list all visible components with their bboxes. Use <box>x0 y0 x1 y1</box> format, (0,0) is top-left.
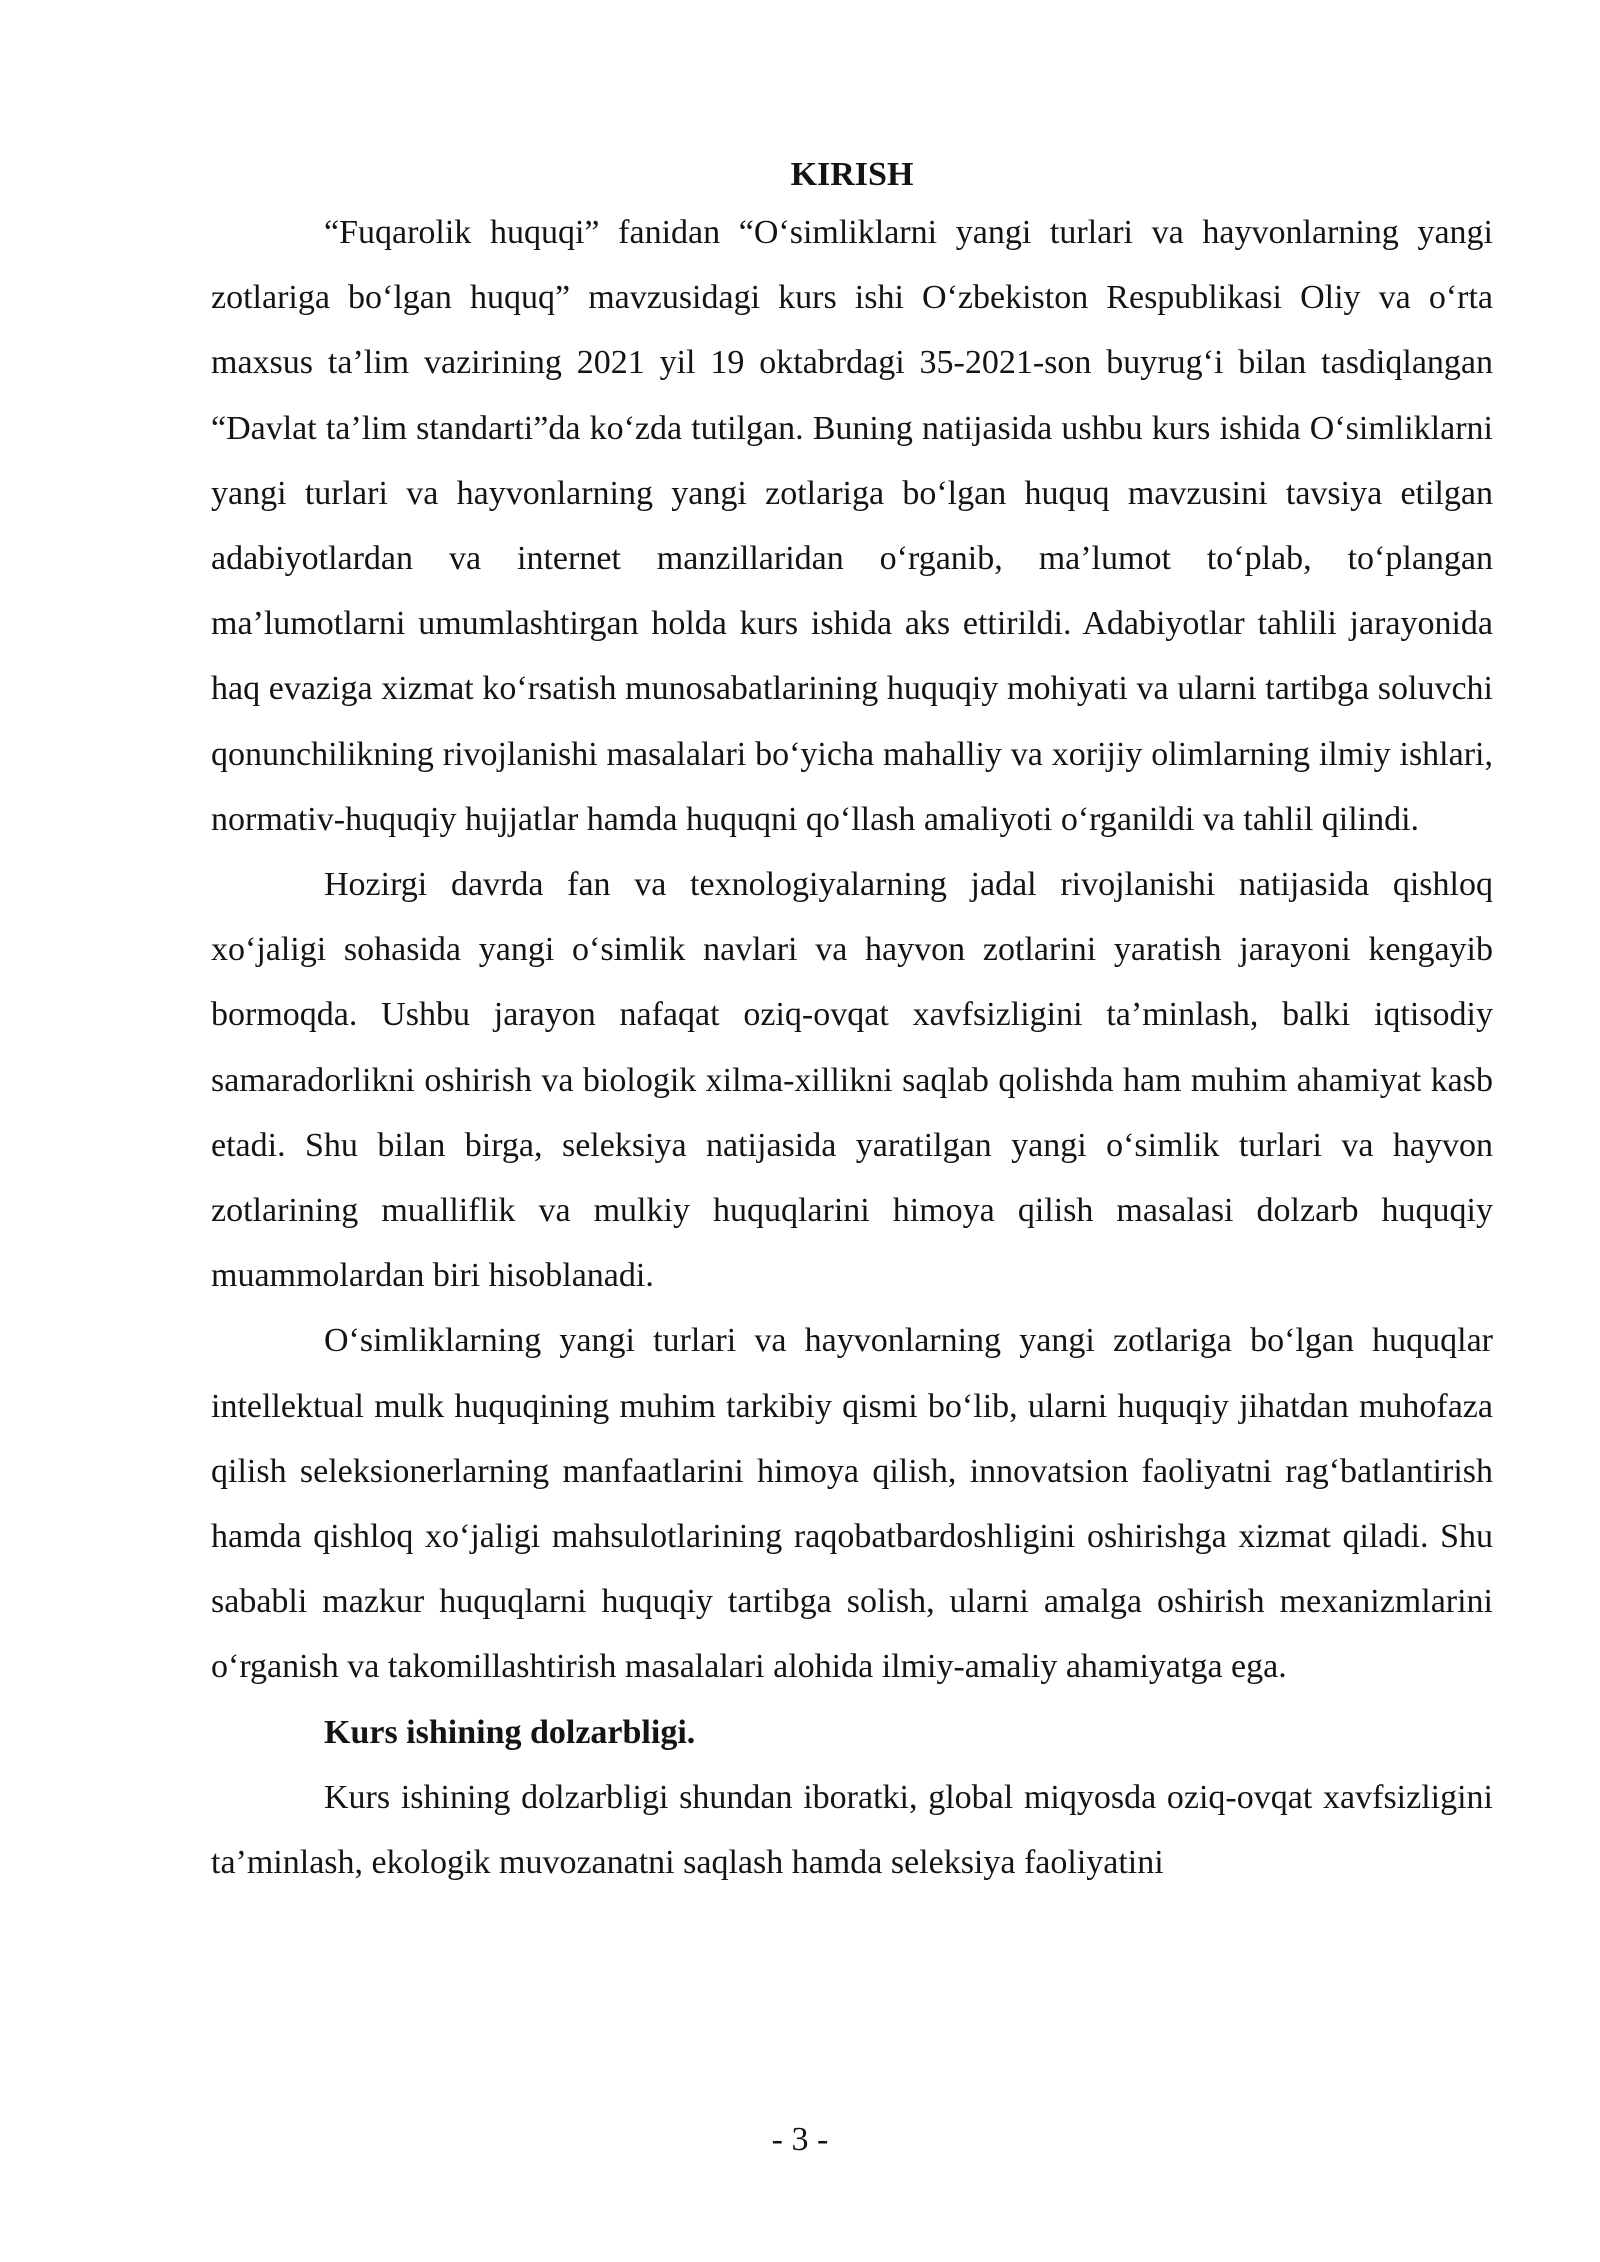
section-heading: KIRISH <box>790 156 914 193</box>
paragraph-3: O‘simliklarning yangi turlari va hayvonlarning yangi zotlariga bo‘lgan huquqlar intellektual mulk huquqining muhim tarkibiy qismi bo‘lib, ularni huquqiy jihatdan muhofaza qilish seleksionerlarning manfaatlarini himoya qilish, innovatsion faoliyatni rag‘batlantirish hamda qishloq xo‘jaligi mahsulotlarining raqobatbardoshligini oshirishga xizmat qiladi. Shu sababli mazkur huquqlarni huquqiy tartibga solish, ularni amalga oshirish mexanizmlarini o‘rganish va takomillashtirish masalalari alohida ilmiy-amaliy ahamiyatga ega. <box>211 1322 1493 1686</box>
paragraph-1: “Fuqarolik huquqi” fanidan “O‘simliklarni yangi turlari va hayvonlarning yangi zotlariga bo‘lgan huquq” mavzusidagi kurs ishi O‘zbekiston Respublikasi Oliy va o‘rta maxsus ta’lim vazirining 2021 yil 19 oktabrdagi 35-2021-son buyrug‘i bilan tasdiqlangan “Davlat ta’lim standarti”da ko‘zda tutilgan. Buning natijasida ushbu kurs ishida O‘simliklarni yangi turlari va hayvonlarning yangi zotlariga bo‘lgan huquq mavzusini tavsiya etilgan adabiyotlardan va internet manzillaridan o‘rganib, ma’lumot to‘plab, to‘plangan ma’lumotlarni umumlashtirgan holda kurs ishida aks ettirildi. Adabiyotlar tahlili jarayonida haq evaziga xizmat ko‘rsatish munosabatlarining huquqiy mohiyati va ularni tartibga soluvchi qonunchilikning rivojlanishi masalalari bo‘yicha mahalliy va xorijiy olimlarning ilmiy ishlari, normativ-huquqiy hujjatlar hamda huquqni qo‘llash amaliyoti o‘rganildi va tahlil qilindi. <box>211 214 1493 838</box>
paragraph-2: Hozirgi davrda fan va texnologiyalarning jadal rivojlanishi natijasida qishloq xo‘jaligi sohasida yangi o‘simlik navlari va hayvon zotlarini yaratish jarayoni kengayib bormoqda. Ushbu jarayon nafaqat oziq-ovqat xavfsizligini ta’minlash, balki iqtisodiy samaradorlikni oshirish va biologik xilma-xillikni saqlab qolishda ham muhim ahamiyat kasb etadi. Shu bilan birga, seleksiya natijasida yaratilgan yangi o‘simlik turlari va hayvon zotlarining mualliflik va mulkiy huquqlarini himoya qilish masalasi dolzarb huquqiy muammolardan biri hisoblanadi. <box>211 866 1493 1295</box>
paragraph-4: Kurs ishining dolzarbligi shundan iboratki, global miqyosda oziq-ovqat xavfsizligini ta’minlash, ekologik muvozanatni saqlash hamda seleksiya faoliyatini <box>211 1778 1493 1882</box>
page-number: - 3 - <box>771 2121 829 2158</box>
subsection-heading: Kurs ishining dolzarbligi. <box>324 1713 696 1751</box>
page-content <box>211 150 1493 1895</box>
